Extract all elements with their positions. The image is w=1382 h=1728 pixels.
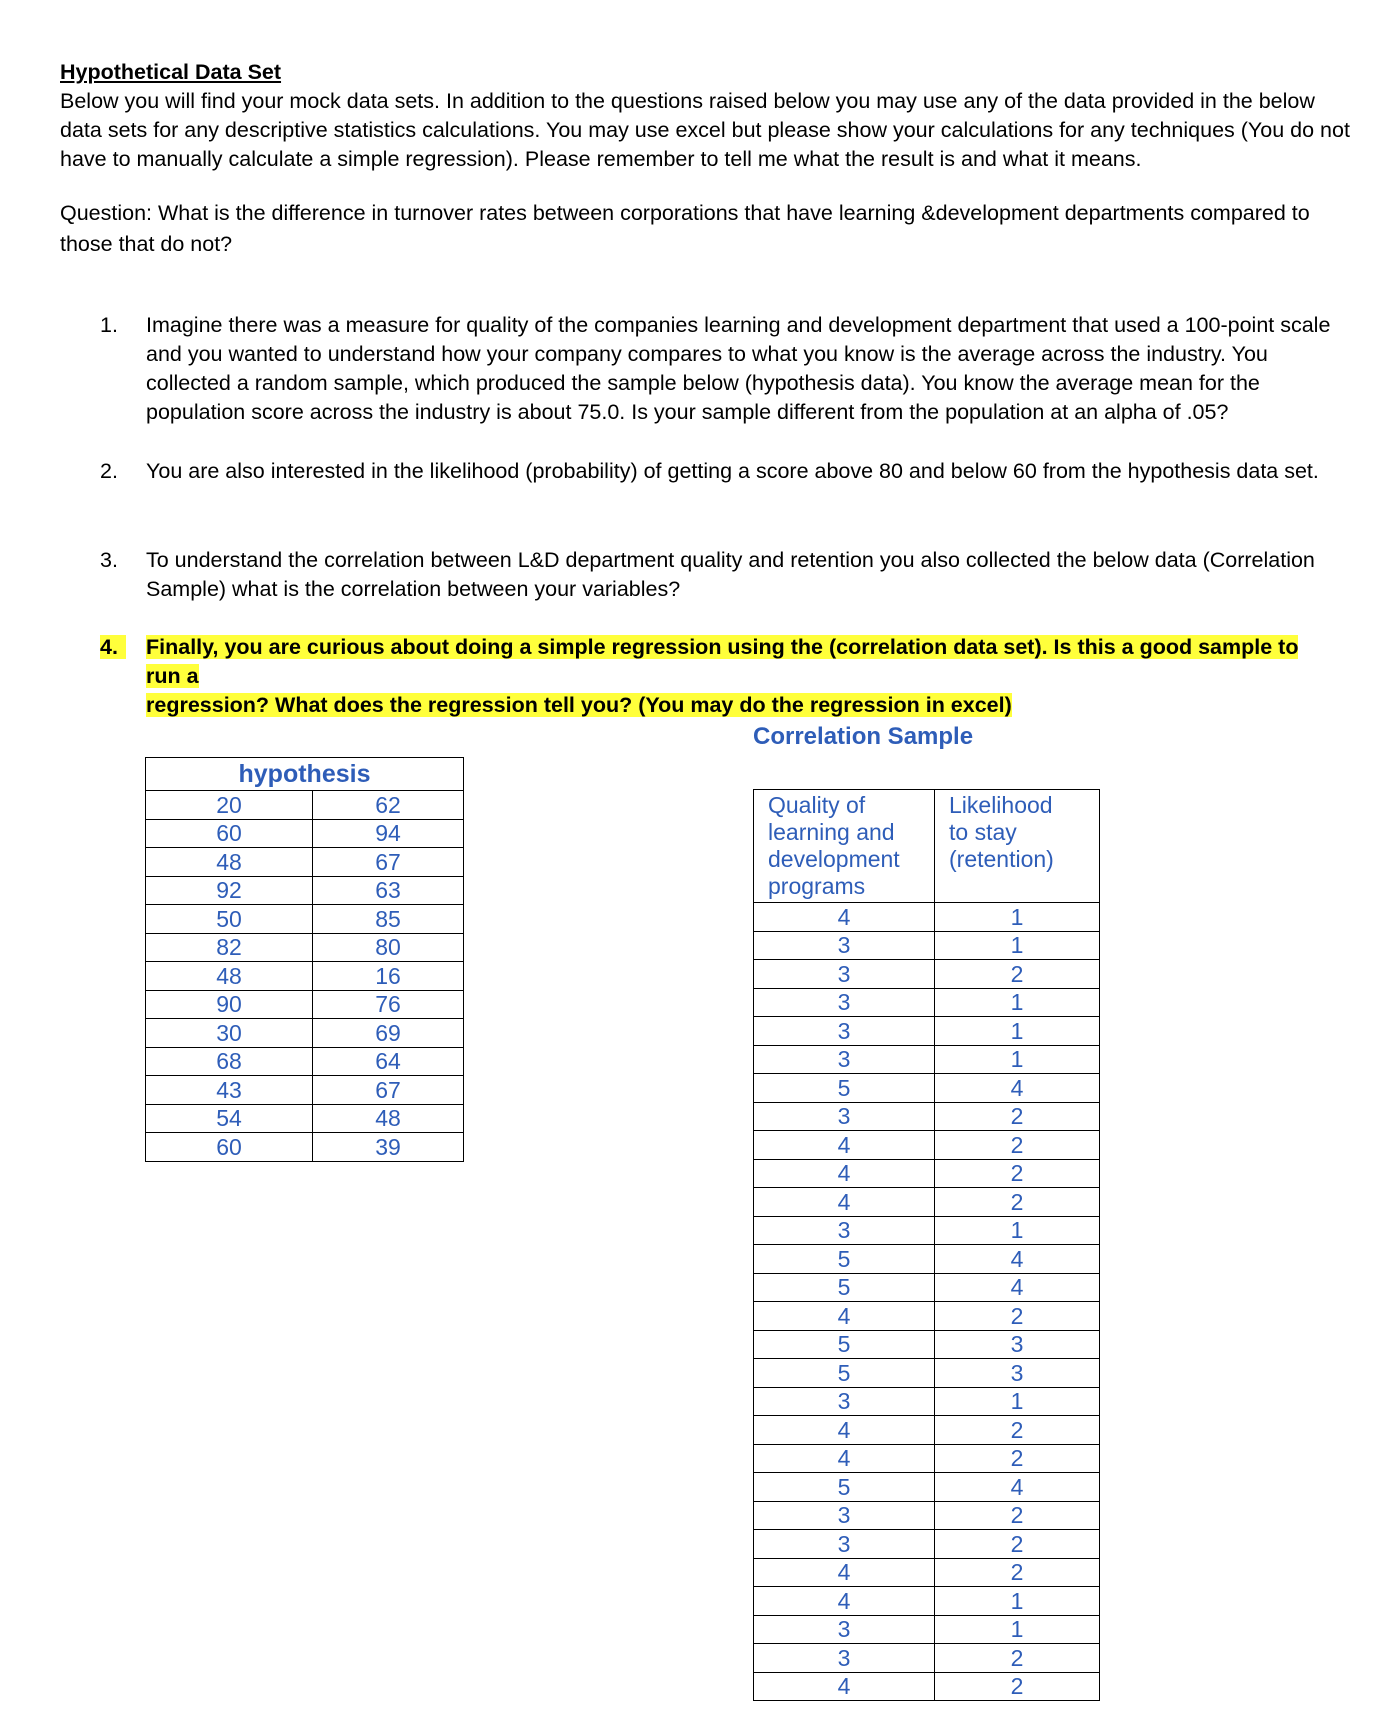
table-cell: 62 bbox=[313, 791, 464, 820]
table-cell: 4 bbox=[754, 1188, 935, 1217]
table-cell: 4 bbox=[754, 1159, 935, 1188]
table-cell: 4 bbox=[754, 1672, 935, 1701]
highlight-line-1: Finally, you are curious about doing a simple regression using the (correlation data set). Is this a good sample to run a bbox=[146, 635, 1299, 688]
table-cell: 48 bbox=[313, 1104, 464, 1133]
table-cell: 3 bbox=[754, 1530, 935, 1559]
table-row bbox=[146, 848, 464, 877]
table-cell: 2 bbox=[935, 1501, 1100, 1530]
table-row bbox=[754, 1387, 1100, 1416]
table-row bbox=[146, 933, 464, 962]
correlation-table bbox=[753, 789, 1100, 1701]
table-cell: 3 bbox=[754, 960, 935, 989]
table-cell: 3 bbox=[754, 988, 935, 1017]
correlation-col1-header bbox=[754, 790, 935, 903]
table-cell: 3 bbox=[754, 1387, 935, 1416]
table-cell: 4 bbox=[754, 903, 935, 932]
intro-paragraph: Below you will find your mock data sets. In addition to the questions raised below you may use any of the data provided in the below data sets for any descriptive statistics calculations. You may use excel but please show your calculations for any techniques (You do not have to manually calculate a simple regression). Please remember to tell me what the result is and what it means. bbox=[60, 89, 1350, 171]
highlight-number: 4. bbox=[100, 635, 126, 659]
table-cell: 76 bbox=[313, 990, 464, 1019]
table-cell: 2 bbox=[935, 1530, 1100, 1559]
table-row bbox=[754, 1302, 1100, 1331]
table-cell: 3 bbox=[754, 1017, 935, 1046]
correlation-table-body bbox=[754, 903, 1100, 1701]
table-cell: 3 bbox=[754, 1615, 935, 1644]
table-cell: 2 bbox=[935, 1188, 1100, 1217]
table-cell: 3 bbox=[754, 1644, 935, 1673]
hypothesis-table bbox=[145, 757, 464, 1162]
main-question: Question: What is the difference in turnover rates between corporations that have learning &development departments compared to those that do not? bbox=[60, 201, 1310, 256]
table-cell: 80 bbox=[313, 933, 464, 962]
table-cell: 92 bbox=[146, 876, 313, 905]
table-cell: 1 bbox=[935, 1615, 1100, 1644]
table-row bbox=[754, 1017, 1100, 1046]
table-cell: 1 bbox=[935, 903, 1100, 932]
table-cell: 1 bbox=[935, 1017, 1100, 1046]
list-item-number: 1. bbox=[100, 313, 118, 337]
table-cell: 1 bbox=[935, 1587, 1100, 1616]
table-cell: 1 bbox=[935, 988, 1100, 1017]
table-cell: 90 bbox=[146, 990, 313, 1019]
list-item-number: 3. bbox=[100, 548, 118, 572]
table-row bbox=[754, 1359, 1100, 1388]
table-cell: 69 bbox=[313, 1019, 464, 1048]
table-cell: 2 bbox=[935, 960, 1100, 989]
table-row bbox=[146, 1076, 464, 1105]
header-line: development bbox=[768, 846, 900, 872]
hypothesis-table-body bbox=[146, 791, 464, 1162]
header-line: learning and bbox=[768, 819, 895, 845]
table-cell: 1 bbox=[935, 1045, 1100, 1074]
table-row bbox=[754, 988, 1100, 1017]
table-cell: 3 bbox=[754, 1501, 935, 1530]
table-cell: 5 bbox=[754, 1330, 935, 1359]
table-cell: 94 bbox=[313, 819, 464, 848]
document-title: Hypothetical Data Set bbox=[60, 60, 282, 84]
table-cell: 2 bbox=[935, 1102, 1100, 1131]
table-row bbox=[754, 903, 1100, 932]
table-cell: 20 bbox=[146, 791, 313, 820]
table-cell: 4 bbox=[935, 1273, 1100, 1302]
table-row bbox=[754, 1074, 1100, 1103]
table-row bbox=[754, 931, 1100, 960]
table-row bbox=[754, 1558, 1100, 1587]
table-cell: 67 bbox=[313, 848, 464, 877]
table-cell: 48 bbox=[146, 848, 313, 877]
table-cell: 67 bbox=[313, 1076, 464, 1105]
table-cell: 2 bbox=[935, 1558, 1100, 1587]
table-cell: 60 bbox=[146, 1133, 313, 1162]
highlight-line-2: regression? What does the regression tell you? (You may do the regression in excel) bbox=[146, 693, 1012, 717]
table-row bbox=[146, 1133, 464, 1162]
table-row bbox=[754, 1188, 1100, 1217]
table-row bbox=[146, 962, 464, 991]
table-row bbox=[146, 905, 464, 934]
table-row bbox=[754, 1615, 1100, 1644]
table-cell: 63 bbox=[313, 876, 464, 905]
table-cell: 5 bbox=[754, 1074, 935, 1103]
table-row bbox=[146, 819, 464, 848]
table-cell: 4 bbox=[935, 1245, 1100, 1274]
table-row bbox=[754, 1672, 1100, 1701]
table-cell: 4 bbox=[754, 1587, 935, 1616]
table-row bbox=[754, 1444, 1100, 1473]
table-cell: 1 bbox=[935, 1216, 1100, 1245]
hypothesis-header: hypothesis bbox=[146, 758, 464, 791]
list-item-text bbox=[146, 633, 1336, 720]
list-item-text: Imagine there was a measure for quality of the companies learning and development department that used a 100-point scale and you wanted to understand how your company compares to what you know is the average across the industry. You collected a random sample, which produced the sample below (hypothesis data). You know the average mean for the population score across the industry is about 75.0. Is your sample different from the population at an alpha of .05? bbox=[146, 313, 1331, 424]
table-cell: 2 bbox=[935, 1159, 1100, 1188]
table-cell: 2 bbox=[935, 1416, 1100, 1445]
list-item-number: 2. bbox=[100, 459, 118, 483]
table-cell: 4 bbox=[754, 1131, 935, 1160]
table-cell: 3 bbox=[754, 1102, 935, 1131]
table-row bbox=[146, 1104, 464, 1133]
table-cell: 85 bbox=[313, 905, 464, 934]
table-cell: 3 bbox=[754, 1045, 935, 1074]
table-cell: 16 bbox=[313, 962, 464, 991]
header-line: to stay bbox=[949, 819, 1017, 845]
table-row bbox=[754, 1102, 1100, 1131]
table-row bbox=[754, 1273, 1100, 1302]
list-item-number bbox=[100, 633, 140, 662]
table-row bbox=[754, 1216, 1100, 1245]
table-cell: 64 bbox=[313, 1047, 464, 1076]
table-cell: 4 bbox=[935, 1074, 1100, 1103]
table-cell: 4 bbox=[754, 1416, 935, 1445]
table-row bbox=[754, 1473, 1100, 1502]
table-row bbox=[754, 1245, 1100, 1274]
table-cell: 39 bbox=[313, 1133, 464, 1162]
table-cell: 2 bbox=[935, 1644, 1100, 1673]
table-row bbox=[754, 1530, 1100, 1559]
correlation-col2-header bbox=[935, 790, 1100, 903]
table-cell: 2 bbox=[935, 1672, 1100, 1701]
table-row bbox=[146, 791, 464, 820]
table-cell: 68 bbox=[146, 1047, 313, 1076]
table-cell: 5 bbox=[754, 1273, 935, 1302]
table-cell: 4 bbox=[754, 1302, 935, 1331]
table-cell: 5 bbox=[754, 1473, 935, 1502]
header-line: (retention) bbox=[949, 846, 1054, 872]
table-cell: 1 bbox=[935, 1387, 1100, 1416]
table-cell: 3 bbox=[935, 1330, 1100, 1359]
table-cell: 1 bbox=[935, 931, 1100, 960]
header-line: Likelihood bbox=[949, 792, 1053, 818]
table-row bbox=[754, 1587, 1100, 1616]
table-row bbox=[754, 1501, 1100, 1530]
table-cell: 5 bbox=[754, 1245, 935, 1274]
table-cell: 4 bbox=[754, 1444, 935, 1473]
header-line: Quality of bbox=[768, 792, 866, 818]
table-cell: 43 bbox=[146, 1076, 313, 1105]
list-item-text: You are also interested in the likelihood (probability) of getting a score above 80 and below 60 from the hypothesis data set. bbox=[146, 459, 1319, 483]
table-cell: 3 bbox=[754, 1216, 935, 1245]
table-row bbox=[754, 1045, 1100, 1074]
table-row bbox=[754, 1416, 1100, 1445]
table-row bbox=[146, 990, 464, 1019]
table-row bbox=[754, 1159, 1100, 1188]
table-cell: 5 bbox=[754, 1359, 935, 1388]
table-cell: 2 bbox=[935, 1444, 1100, 1473]
document-body bbox=[60, 58, 1350, 260]
table-cell: 4 bbox=[935, 1473, 1100, 1502]
table-cell: 2 bbox=[935, 1302, 1100, 1331]
list-item-text: To understand the correlation between L&D department quality and retention you also collected the below data (Correlation Sample) what is the correlation between your variables? bbox=[146, 548, 1315, 601]
table-row bbox=[754, 1131, 1100, 1160]
correlation-title: Correlation Sample bbox=[753, 723, 974, 750]
table-row bbox=[146, 876, 464, 905]
table-row bbox=[754, 1644, 1100, 1673]
table-cell: 48 bbox=[146, 962, 313, 991]
table-cell: 3 bbox=[754, 931, 935, 960]
table-cell: 54 bbox=[146, 1104, 313, 1133]
table-cell: 60 bbox=[146, 819, 313, 848]
header-line: programs bbox=[768, 873, 866, 899]
table-cell: 82 bbox=[146, 933, 313, 962]
table-row bbox=[146, 1047, 464, 1076]
table-row bbox=[754, 960, 1100, 989]
table-cell: 30 bbox=[146, 1019, 313, 1048]
table-row bbox=[146, 1019, 464, 1048]
table-cell: 50 bbox=[146, 905, 313, 934]
table-cell: 4 bbox=[754, 1558, 935, 1587]
table-row bbox=[754, 1330, 1100, 1359]
table-cell: 3 bbox=[935, 1359, 1100, 1388]
table-cell: 2 bbox=[935, 1131, 1100, 1160]
